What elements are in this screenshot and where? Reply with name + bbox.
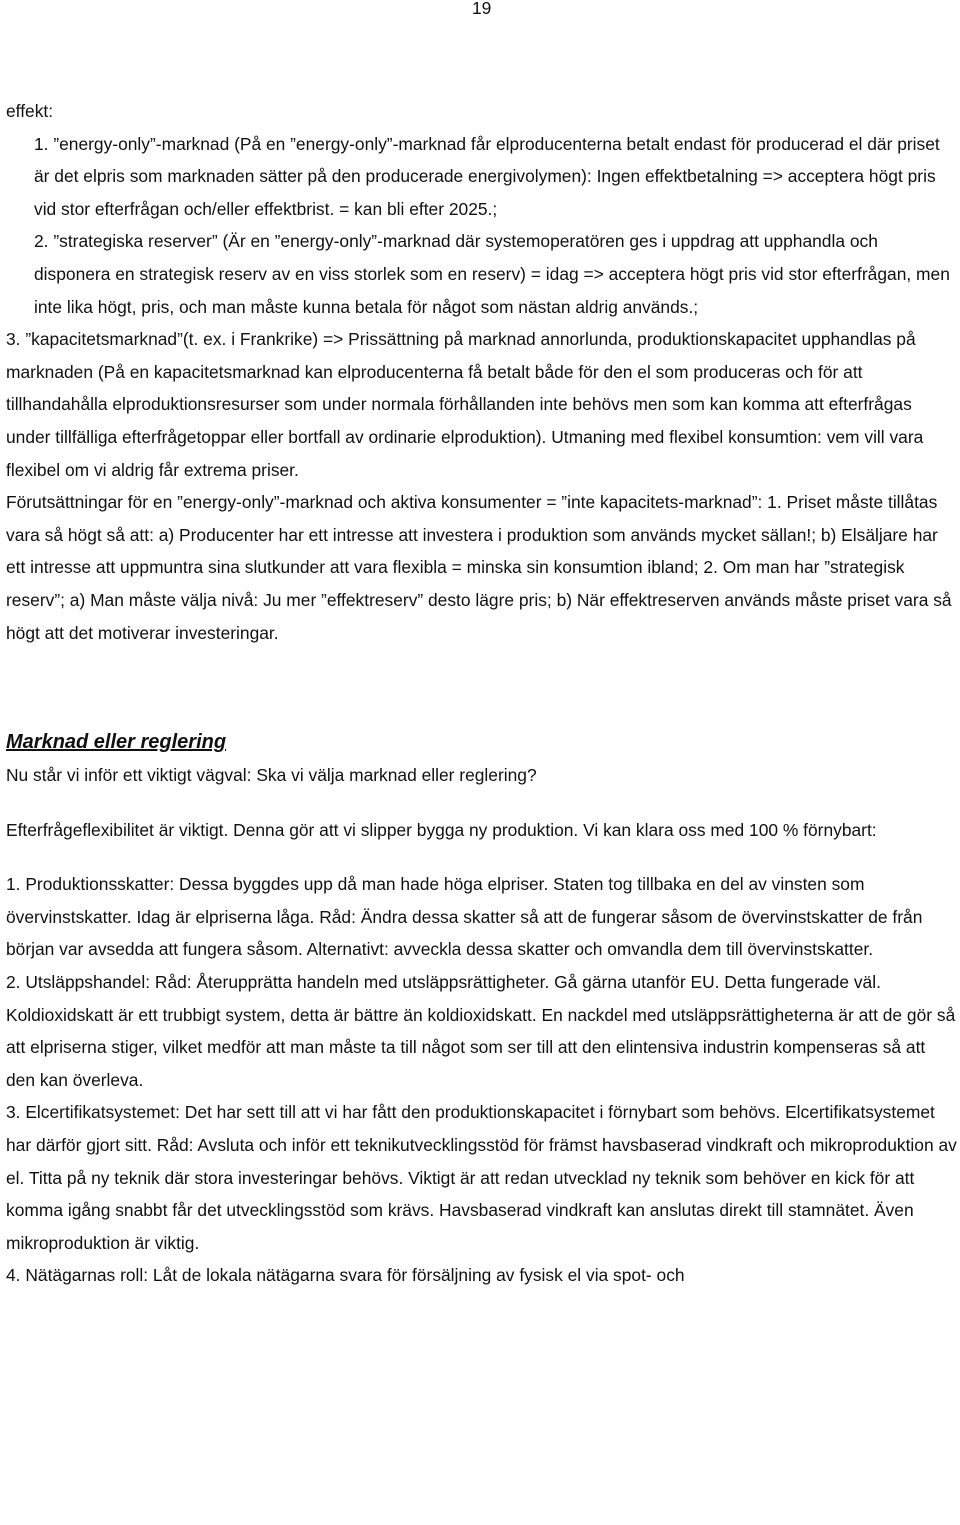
document-body xyxy=(6,95,958,1292)
spacer xyxy=(6,792,958,814)
spacer xyxy=(6,846,958,868)
list-item: 2. Utsläppshandel: Råd: Återupprätta handeln med utsläppsrättigheter. Gå gärna utanför EU. Detta fungerade väl. Koldioxidskatt är ett trubbigt system, detta är bättre än koldioxidskatt. En nackdel med utsläppsrättigheterna är att de gör så att elpriserna stiger, vilket medför att man måste ta till något som ser till att den elintensiva industrin kompenseras så att den kan överleva. xyxy=(6,972,956,1090)
paragraph: Förutsättningar för en ”energy-only”-marknad och aktiva konsumenter = ”inte kapacitets-marknad”: 1. Priset måste tillåtas vara så högt så att: a) Producenter har ett intresse att investera i produktion som används mycket sällan!; b) Elsäljare har ett intresse att uppmuntra sina slutkunder att vara flexibla = minska sin konsumtion ibland; 2. Om man har ”strategisk reserv”; a) Man måste välja nivå: Ju mer ”effektreserv” desto lägre pris; b) När effektreserven används måste priset vara så högt att det motiverar investeringar. xyxy=(6,492,952,643)
list-item: 3. Elcertifikatsystemet: Det har sett till att vi har fått den produktionskapacitet i förnybart som behövs. Elcertifikatsystemet har därför gjort sitt. Råd: Avsluta och inför ett teknikutvecklingsstöd för främst havsbaserad vindkraft och mikroproduktion av el. Titta på ny teknik där stora investeringar behövs. Viktigt är att redan utvecklad ny teknik som behöver en kick för att komma igång snabbt får det utvecklingsstöd som krävs. Havsbaserad vindkraft kan anslutas direkt till stamnätet. Även mikroproduktion är viktig. xyxy=(6,1102,957,1253)
page-number: 19 xyxy=(472,0,492,18)
list-item: 2. ”strategiska reserver” (Är en ”energy-only”-marknad där systemoperatören ges i uppdrag att upphandla och disponera en strategisk reserv av en viss storlek som en reserv) = idag => acceptera högt pris vid stor efterfrågan, men inte lika högt, pris, och man måste kunna betala för något som nästan aldrig används.; xyxy=(34,231,950,317)
section-heading: Marknad eller reglering xyxy=(6,731,227,754)
section-label: effekt: xyxy=(6,101,54,121)
spacer xyxy=(6,649,958,725)
list-item: 1. ”energy-only”-marknad (På en ”energy-only”-marknad får elproducenterna betalt endast för producerad el där priset är det elpris som marknaden sätter på den producerade energivolymen): Ingen effektbetalning => acceptera högt pris vid stor efterfrågan och/eller effektbrist. = kan bli efter 2025.; xyxy=(34,133,940,219)
list-item: 4. Nätägarnas roll: Låt de lokala nätägarna svara för försäljning av fysisk el via spot- och xyxy=(6,1265,685,1286)
list-item: 1. Produktionsskatter: Dessa byggdes upp då man hade höga elpriser. Staten tog tillbaka en del av vinsten som övervinstskatter. Idag är elpriserna låga. Råd: Ändra dessa skatter så att de fungerar såsom de övervinstskatter de från början var avsedda att fungera såsom. Alternativt: avveckla dessa skatter och omvandla dem till övervinstskatter. xyxy=(6,874,923,960)
list-item: 3. ”kapacitetsmarknad”(t. ex. i Frankrike) => Prissättning på marknad annorlunda, produktionskapacitet upphandlas på marknaden (På en kapacitetsmarknad kan elproducenterna få betalt både för den el som produceras och för att tillhandahålla elproduktionsresurser som under normala förhållanden inte behövs men som kan komma att efterfrågas under tillfälliga efterfrågetoppar eller bortfall av ordinarie elproduktion). Utmaning med flexibel konsumtion: vem vill vara flexibel om vi aldrig får extrema priser. xyxy=(6,329,924,480)
paragraph: Nu står vi inför ett viktigt vägval: Ska vi välja marknad eller reglering? xyxy=(6,765,537,786)
paragraph: Efterfrågeflexibilitet är viktigt. Denna gör att vi slipper bygga ny produktion. Vi kan klara oss med 100 % förnybart: xyxy=(6,819,877,840)
